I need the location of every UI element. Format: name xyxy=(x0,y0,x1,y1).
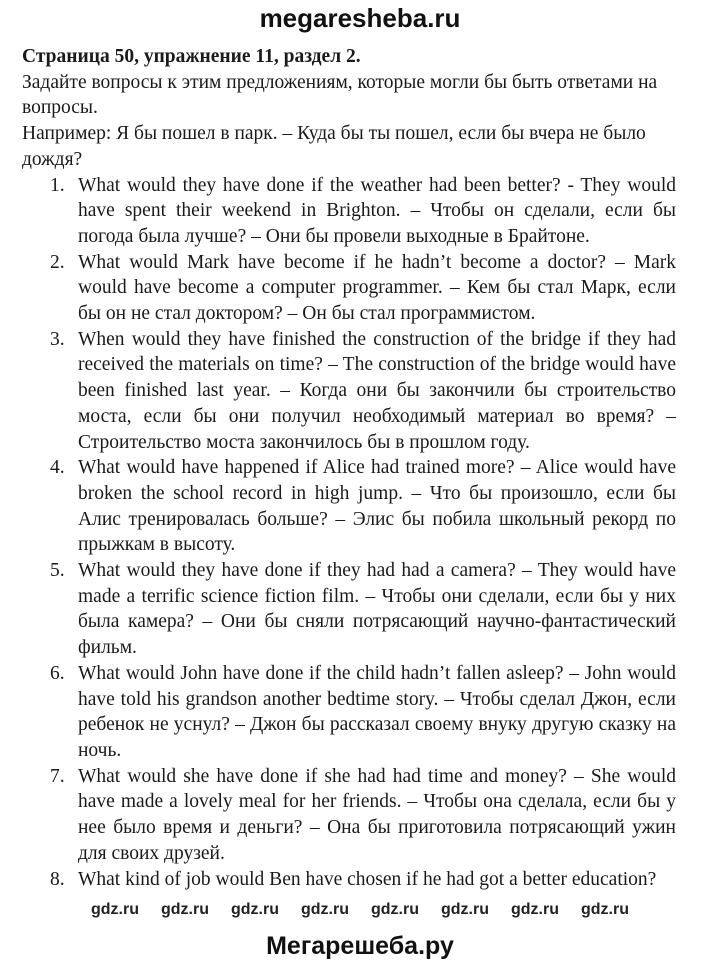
exercise-title: Страница 50, упражнение 11, раздел 2. xyxy=(22,46,361,67)
item-text: When would they have finished the construction of the bridge if they had received the materials on time? – The construction of the bridge would have been finished last year. – Когда они бы закончили бы строительство моста, если бы они получил необходимый материал во время? – Строительство моста закончилось бы в прошлом году. xyxy=(78,328,676,453)
list-item xyxy=(22,558,676,661)
item-number: 2. xyxy=(50,251,65,273)
item-number: 6. xyxy=(50,662,65,684)
item-text: What would she have done if she had had time and money? – She would have made a lovely meal for her friends. – Чтобы она сделала, если бы у нее было время и деньги? – Она бы приготовила потрясающий ужин для своих друзей. xyxy=(78,765,676,864)
watermark: gdz.ru xyxy=(511,901,559,919)
item-text: What kind of job would Ben have chosen if he had got a better education? xyxy=(78,868,657,890)
item-text: What would John have done if the child hadn’t fallen asleep? – John would have told his grandson another bedtime story. – Чтобы сделал Джон, если ребенок не уснул? – Джон бы рассказал своему внуку другую сказку на ночь. xyxy=(78,662,676,761)
list-item xyxy=(22,327,676,456)
site-header: megaresheba.ru xyxy=(259,3,461,33)
list-item xyxy=(22,455,676,558)
watermark: gdz.ru xyxy=(231,901,279,919)
item-number: 4. xyxy=(50,457,65,479)
watermark-row xyxy=(0,900,720,920)
item-number: 8. xyxy=(50,868,65,890)
watermark: gdz.ru xyxy=(91,901,139,919)
watermark: gdz.ru xyxy=(371,901,419,919)
watermark: gdz.ru xyxy=(161,901,209,919)
list-item xyxy=(22,250,676,327)
instruction: Задайте вопросы к этим предложениям, которые могли бы быть ответами на вопросы. xyxy=(22,71,658,119)
example: Например: Я бы пошел в парк. – Куда бы ты пошел, если бы вчера не было дождя? xyxy=(22,123,646,170)
watermark: gdz.ru xyxy=(581,901,629,919)
list-item xyxy=(22,764,676,867)
list-item xyxy=(22,867,676,893)
item-text: What would they have done if the weather had been better? - They would have spent their weekend in Brighton. – Чтобы он сделали, если бы погода была лучше? – Они бы провели выходные в Брайтоне. xyxy=(78,174,676,247)
answer-list xyxy=(22,173,676,893)
watermark: gdz.ru xyxy=(301,901,349,919)
item-text: What would Mark have become if he hadn’t become a doctor? – Mark would have become a computer programmer. – Кем бы стал Марк, если бы он не стал доктором? – Он бы стал программистом. xyxy=(78,251,676,325)
site-footer: Мегарешеба.ру xyxy=(266,932,454,961)
item-number: 3. xyxy=(50,328,65,350)
list-item xyxy=(22,173,676,250)
list-item xyxy=(22,661,676,764)
item-number: 5. xyxy=(50,560,65,582)
item-number: 7. xyxy=(50,765,65,787)
exercise-content xyxy=(22,44,676,892)
item-text: What would they have done if they had had a camera? – They would have made a terrific science fiction film. – Чтобы они сделали, если бы у них была камера? – Они бы сняли потрясающий научно-фантастический фильм. xyxy=(78,560,676,659)
item-number: 1. xyxy=(50,174,65,196)
item-text: What would have happened if Alice had trained more? – Alice would have broken the school record in high jump. – Что бы произошло, если бы Алис тренировалась больше? – Элис бы побила школьный рекорд по прыжкам в высоту. xyxy=(78,457,676,556)
watermark: gdz.ru xyxy=(441,901,489,919)
